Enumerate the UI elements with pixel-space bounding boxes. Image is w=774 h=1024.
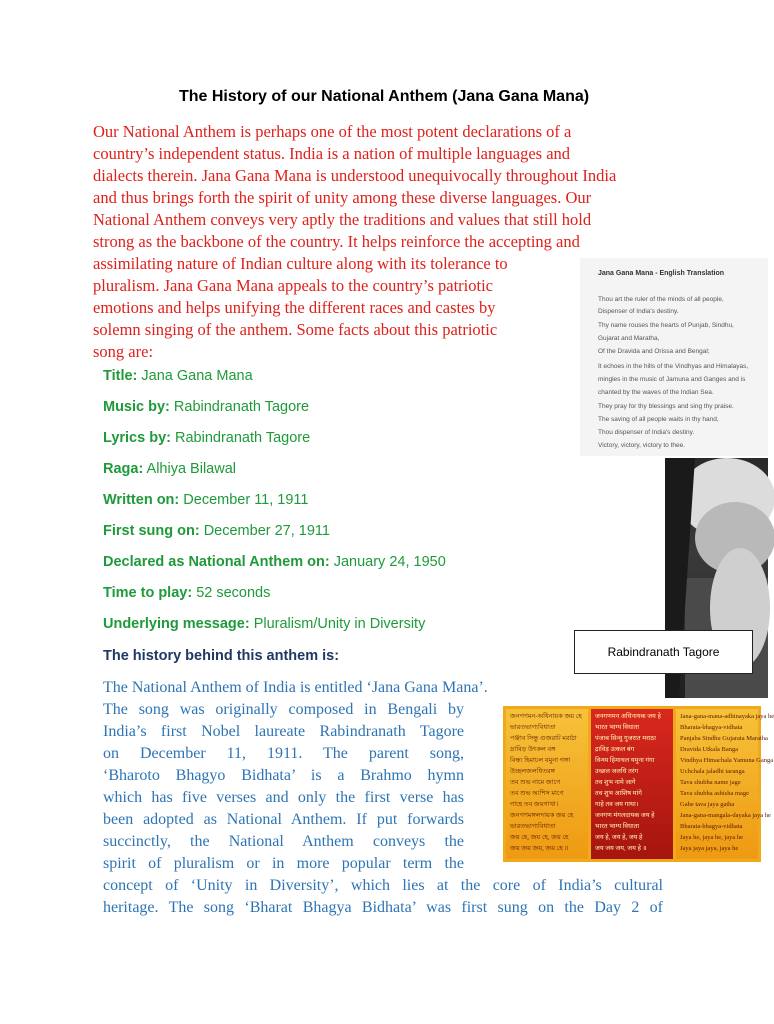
lyrics-line: জয় হে, জয় হে, জয় হে xyxy=(510,834,569,841)
lyrics-line: তব শুভ নামে জাগে xyxy=(510,779,561,786)
lyrics-line: Jaya he, jaya he, jaya he xyxy=(680,834,743,841)
translation-line: mingles in the music of Jamuna and Ganges and is xyxy=(598,376,746,383)
lyrics-line: विन्ध्य हिमाचल यमुना गंगा xyxy=(595,757,655,764)
history-line: spirit of pluralism or in more popular term the xyxy=(103,855,464,872)
photo-caption: Rabindranath Tagore xyxy=(574,630,753,674)
fact-lyrics xyxy=(103,430,310,446)
translation-line: The saving of all people waits in thy hand, xyxy=(598,416,719,423)
lyrics-line: भारत भाग्य विधाता xyxy=(595,724,640,731)
translation-heading: Jana Gana Mana - English Translation xyxy=(598,270,725,277)
fact-label: Title: xyxy=(103,368,138,384)
fact-value: Rabindranath Tagore xyxy=(173,399,310,415)
fact-label: Time to play: xyxy=(103,585,193,601)
fact-value: Alhiya Bilawal xyxy=(146,461,236,477)
lyrics-line: जनगण मंगलदायक जय हे xyxy=(595,812,655,819)
lyrics-line: जनगणमन अधिनायक जय हे xyxy=(595,713,661,720)
translation-line: It echoes in the hills of the Vindhyas and Himalayas, xyxy=(598,363,749,370)
lyrics-line: Jaya jaya jaya, jaya he xyxy=(680,845,739,852)
fact-label: Underlying message: xyxy=(103,616,250,632)
fact-label: Raga: xyxy=(103,461,144,477)
lyrics-line: বিন্ধ্য হিমাচল যমুনা গঙ্গা xyxy=(510,757,571,764)
intro-line: pluralism. Jana Gana Mana appeals to the country’s patriotic xyxy=(93,276,494,295)
lyrics-line: জনগণমঙ্গলদায়ক জয় হে xyxy=(510,812,574,819)
intro-line: assimilating nature of Indian culture along with its tolerance to xyxy=(93,254,508,273)
lyrics-line: Tava shubha ashisha mage xyxy=(680,790,750,797)
intro-line: solemn singing of the anthem. Some facts about this patriotic xyxy=(93,320,498,339)
fact-label: Declared as National Anthem on: xyxy=(103,554,330,570)
history-paragraph xyxy=(103,677,488,875)
fact-value: January 24, 1950 xyxy=(333,554,446,570)
fact-written-on xyxy=(103,492,309,508)
lyrics-line: भारत भाग्य विधाता xyxy=(595,823,640,830)
fact-value: Rabindranath Tagore xyxy=(175,430,311,446)
translation-line: Victory, victory, victory to thee. xyxy=(598,442,686,449)
english-translation-image xyxy=(580,258,768,456)
fact-title xyxy=(103,368,253,384)
fact-value: December 11, 1911 xyxy=(183,492,309,508)
lyrics-line: উচ্ছলজলধিতরঙ্গ xyxy=(510,768,555,775)
lyrics-line: जय जय जय, जय हे ॥ xyxy=(595,845,647,852)
translation-line: Thou art the ruler of the minds of all people, xyxy=(598,296,724,303)
lyrics-line: Bharata-bhagya-vidhata xyxy=(680,724,743,731)
fact-value: December 27, 1911 xyxy=(203,523,330,539)
lyrics-line: Tava shubha name jage xyxy=(680,779,741,786)
fact-time-to-play xyxy=(103,585,270,601)
lyrics-line: तव शुभ नामे जागे xyxy=(595,779,636,786)
translation-line: chanted by the waves of the Indian Sea. xyxy=(598,389,714,396)
fact-label: First sung on: xyxy=(103,523,200,539)
fact-label: Music by: xyxy=(103,399,170,415)
history-line: The National Anthem of India is entitled ‘Jana Gana Mana’. xyxy=(103,679,488,696)
history-line: ‘Bharoto Bhagyo Bidhata’ is a Brahmo hymn xyxy=(103,767,464,784)
intro-line: and thus brings forth the spirit of unity among these diverse languages. Our xyxy=(93,188,592,207)
intro-line: dialects therein. Jana Gana Mana is understood unequivocally throughout India xyxy=(93,166,617,185)
anthem-lyrics-image xyxy=(503,706,774,862)
lyrics-line: গাহে তব জয়গাথা। xyxy=(510,801,559,808)
intro-line: song are: xyxy=(93,342,154,361)
lyrics-line: Panjaba Sindhu Gujarata Maratha xyxy=(680,735,768,742)
translation-line: Dispenser of India's destiny. xyxy=(598,308,679,315)
lyrics-line: Vindhya Himachala Yamuna Ganga xyxy=(680,757,774,764)
translation-line: Of the Dravida and Orissa and Bengal; xyxy=(598,348,710,355)
fact-raga xyxy=(103,461,236,477)
fact-value: Pluralism/Unity in Diversity xyxy=(253,616,426,632)
fact-music xyxy=(103,399,309,415)
translation-line: Thy name rouses the hearts of Punjab, Sindhu, xyxy=(598,322,734,329)
history-line: succinctly, the National Anthem conveys the xyxy=(103,833,464,850)
lyrics-line: उच्छल जलधि तरंग xyxy=(595,768,639,775)
lyrics-line: Dravida Utkala Banga xyxy=(680,746,739,753)
history-line: been adopted as National Anthem. If put forwards xyxy=(103,811,464,828)
page-title: The History of our National Anthem (Jana Gana Mana) xyxy=(178,88,590,105)
lyrics-line: तव शुभ आशिष मांगे xyxy=(595,790,642,797)
history-line: heritage. The song ‘Bharat Bhagya Bidhata’ was first sung on the Day 2 of xyxy=(103,899,663,916)
fact-declared xyxy=(103,554,446,570)
history-line: The song was originally composed in Bengali by xyxy=(103,701,464,718)
translation-line: Gujarat and Maratha, xyxy=(598,335,660,342)
intro-line: country’s independent status. India is a nation of multiple languages and xyxy=(93,144,571,163)
lyrics-line: জয় জয় জয়, জয় হে ॥ xyxy=(510,845,569,852)
intro-line: National Anthem conveys very aptly the traditions and values that still hold xyxy=(93,210,592,229)
fact-underlying-message xyxy=(103,616,425,632)
fact-label: Written on: xyxy=(103,492,180,508)
history-line: which has five verses and only the first verse has xyxy=(103,789,464,806)
fact-label: Lyrics by: xyxy=(103,430,171,446)
lyrics-line: Jana-gana-mana-adhinayaka jaya he xyxy=(680,713,774,720)
lyrics-line: पंजाब सिन्धु गुजरात मराठा xyxy=(595,735,656,742)
lyrics-line: ভারতভাগ্যবিধাতা xyxy=(510,724,556,731)
history-line: on December 11, 1911. The parent song, xyxy=(103,745,464,762)
history-line: India’s first Nobel laureate Rabindranath Tagore xyxy=(103,723,464,740)
fact-value: Jana Gana Mana xyxy=(141,368,253,384)
lyrics-line: Jana-gana-mangala-dayaka jaya he xyxy=(680,812,771,819)
fact-value: 52 seconds xyxy=(196,585,271,601)
lyrics-line: Uchchala jaladhi taranga xyxy=(680,768,745,775)
intro-line: Our National Anthem is perhaps one of the most potent declarations of a xyxy=(93,122,572,141)
lyrics-line: Gahe tava jaya gatha xyxy=(680,801,735,808)
lyrics-column-hindi xyxy=(591,709,673,859)
history-paragraph-continued xyxy=(103,875,663,919)
lyrics-line: পঞ্জাব সিন্ধু গুজরাট মরাঠা xyxy=(510,735,577,742)
lyrics-line: তব শুভ আশিস মাগে xyxy=(510,790,564,797)
intro-line: emotions and helps unifying the different races and castes by xyxy=(93,298,496,317)
lyrics-line: द्राविड़ उत्कल बंग xyxy=(595,746,635,753)
lyrics-line: गाहे तव जय गाथा। xyxy=(595,801,639,808)
lyrics-column-bengali xyxy=(506,709,588,859)
lyrics-line: Bharata-bhagya-vidhata xyxy=(680,823,743,830)
lyrics-line: ভারতভাগ্যবিধাতা xyxy=(510,823,556,830)
lyrics-column-roman xyxy=(676,709,774,859)
translation-line: Thou dispenser of India's destiny. xyxy=(598,429,695,436)
history-line: concept of ‘Unity in Diversity’, which lies at the core of India’s cultural xyxy=(103,877,663,894)
lyrics-line: जय हे, जय हे, जय हे xyxy=(595,834,643,841)
translation-line: They pray for thy blessings and sing thy praise. xyxy=(598,403,734,410)
lyrics-line: দ্রাবিড় উৎকল বঙ্গ xyxy=(510,746,556,753)
history-heading: The history behind this anthem is: xyxy=(103,648,340,664)
intro-line: strong as the backbone of the country. It helps reinforce the accepting and xyxy=(93,232,580,251)
fact-first-sung xyxy=(103,523,330,539)
lyrics-line: জনগণমন-অধিনায়ক জয় হে xyxy=(510,713,582,720)
